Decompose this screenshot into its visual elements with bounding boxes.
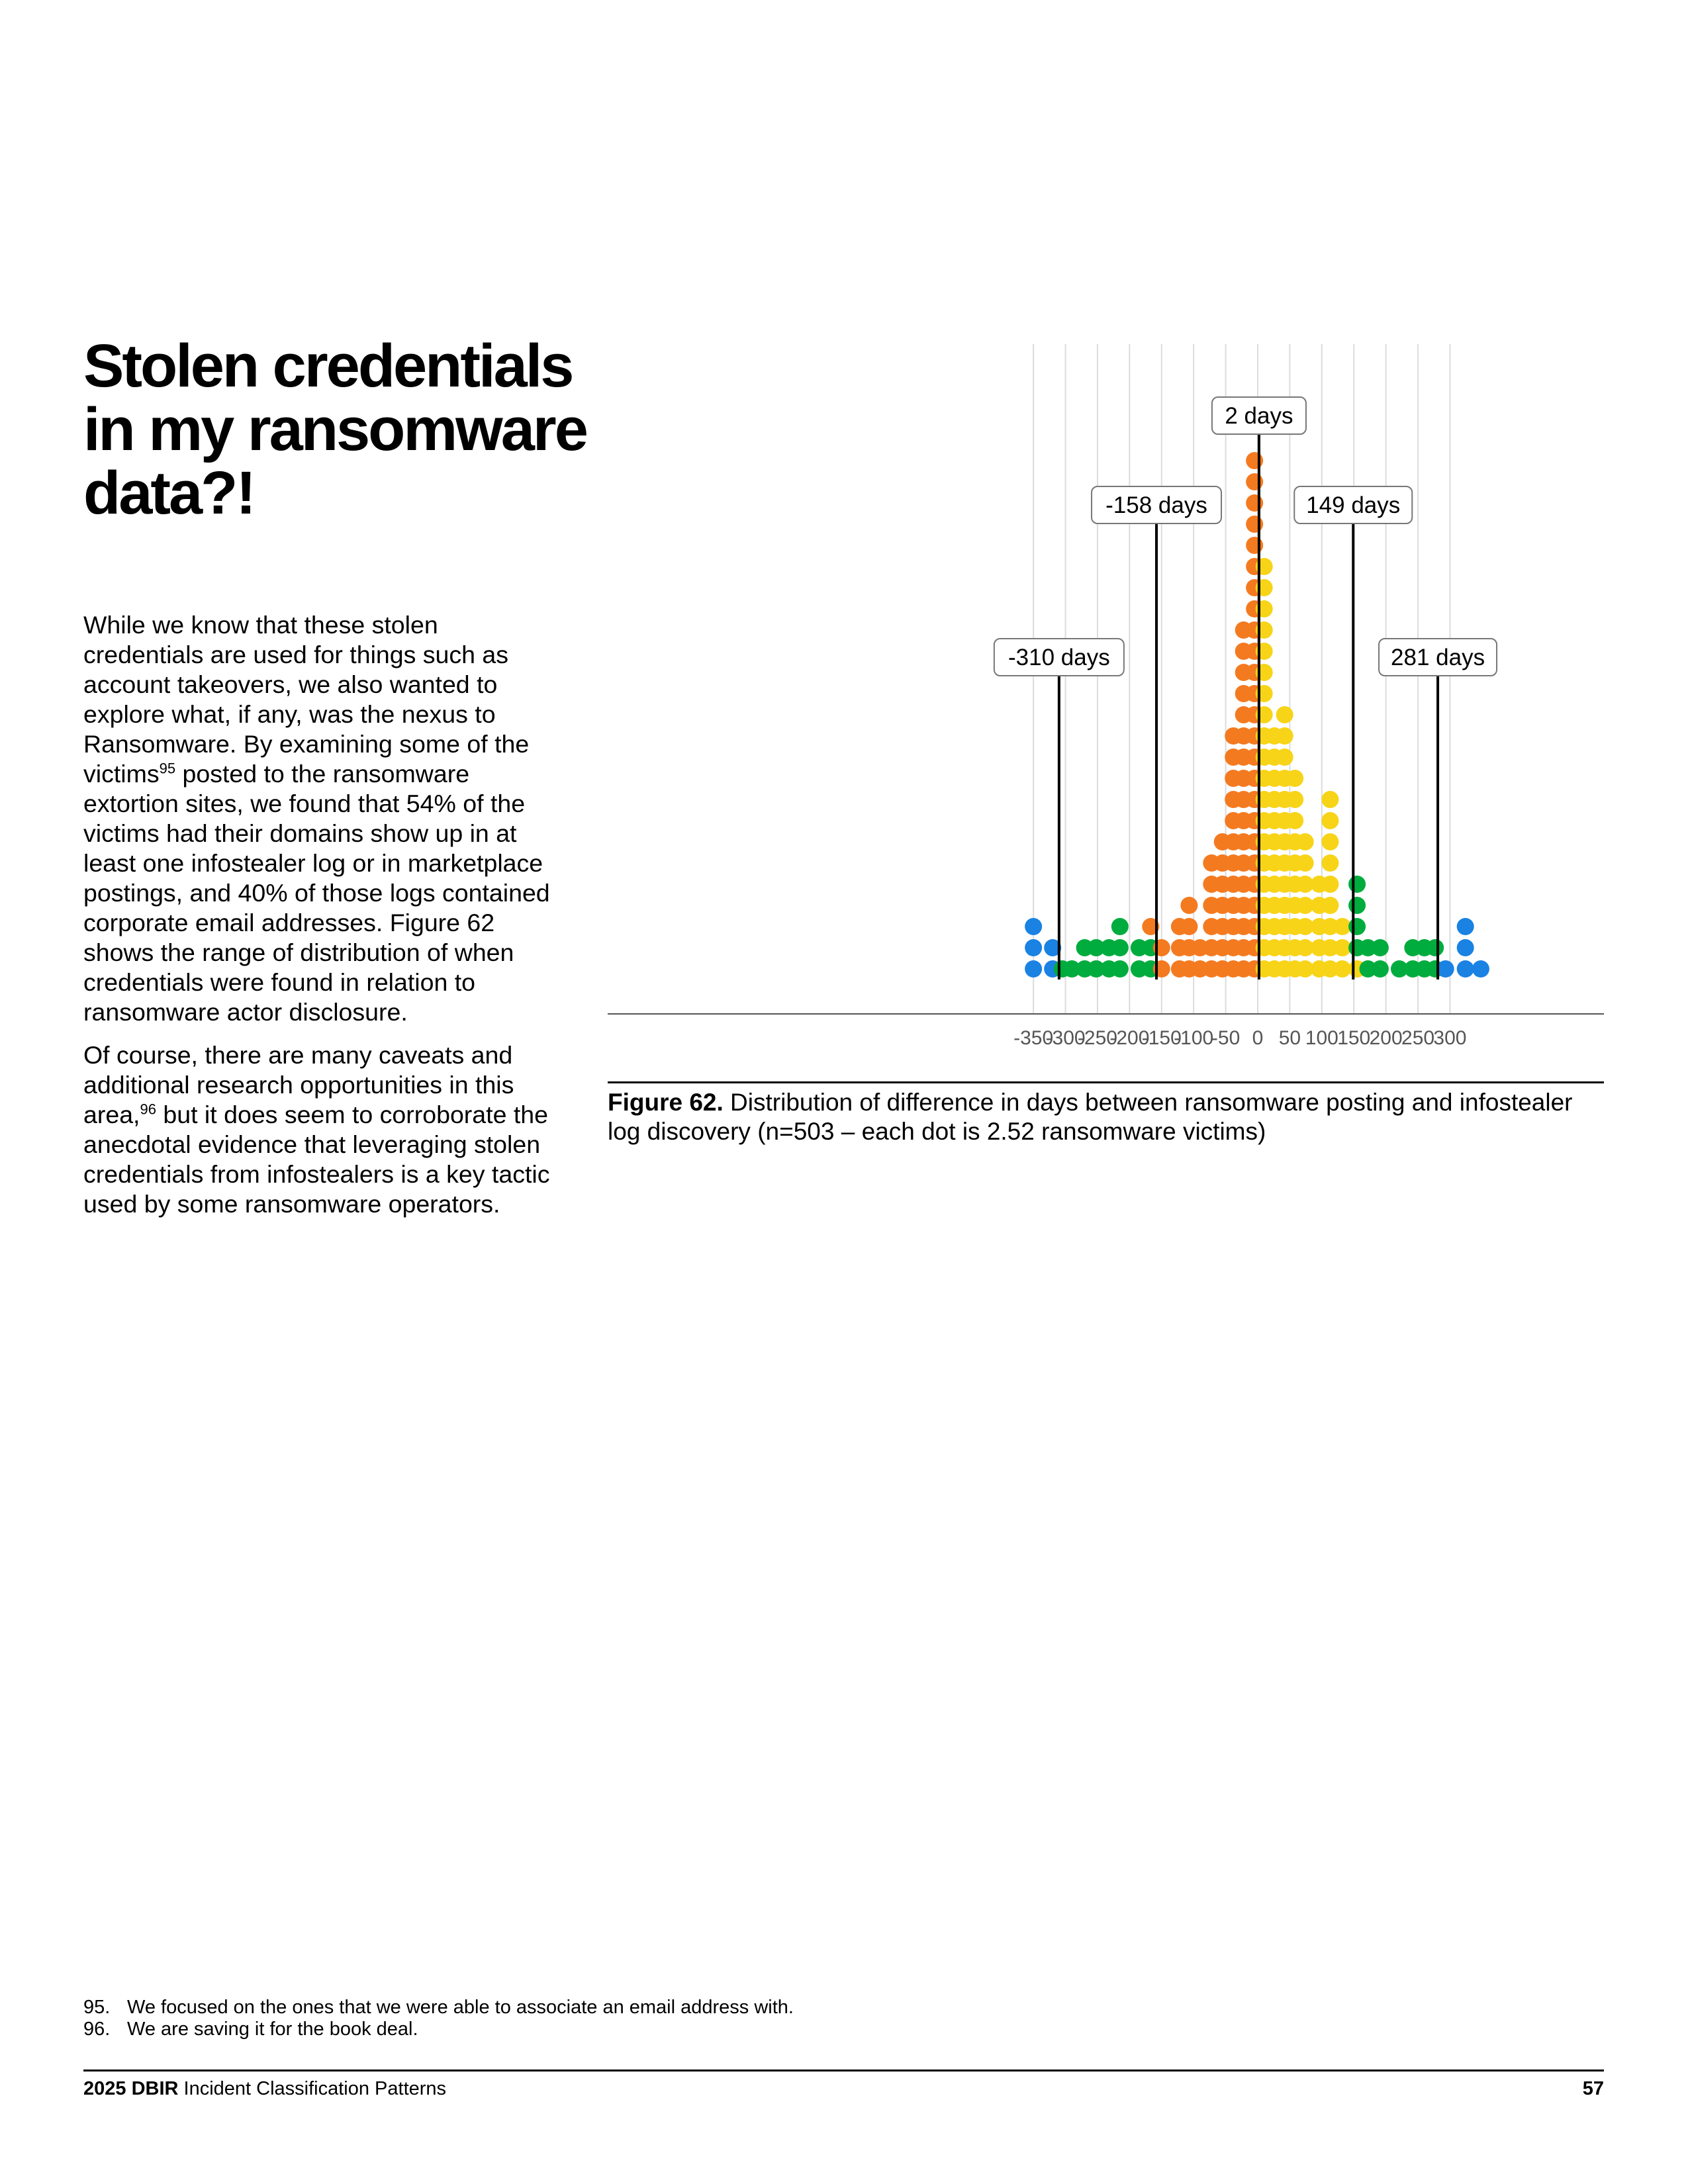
footnote-ref-95[interactable]: 95 bbox=[159, 760, 176, 777]
dot-yellow bbox=[1321, 876, 1338, 893]
footer-rule bbox=[83, 2070, 1604, 2071]
paragraph-1: While we know that these stolen credentials are used for things such as account takeovers, we also wanted to explore what, if any, was the nexus to Ransomware. By examining some of the victims$^{95}$ posted to the ransomware extortion sites, we found that 54% of the victims had their domains show up in at least one infostealer log or in marketplace postings, and 40% of those logs contained corporate email addresses. Figure 62 shows the range of distribution of when credentials were found in relation to ransomware actor disclosure. bbox=[83, 611, 550, 1026]
dot-blue bbox=[1437, 960, 1454, 978]
page-number: 57 bbox=[1582, 2078, 1604, 2099]
x-tick-label: 150 bbox=[1337, 1027, 1371, 1049]
x-tick-label: -300 bbox=[1045, 1027, 1086, 1049]
dot-green bbox=[1372, 939, 1389, 956]
dot-plot-chart bbox=[596, 331, 1622, 1072]
dot-orange bbox=[1246, 494, 1263, 512]
x-tick-label: -200 bbox=[1109, 1027, 1150, 1049]
dot-orange bbox=[1180, 897, 1197, 914]
dot-yellow bbox=[1321, 833, 1338, 850]
dot-yellow bbox=[1321, 854, 1338, 872]
dot-blue bbox=[1457, 960, 1474, 978]
footnotes bbox=[83, 1997, 1143, 2040]
dots bbox=[1025, 452, 1489, 978]
dot-yellow bbox=[1276, 727, 1293, 745]
x-tick-label: -50 bbox=[1211, 1027, 1241, 1049]
dot-yellow bbox=[1321, 812, 1338, 829]
dot-blue bbox=[1025, 960, 1042, 978]
dot-green bbox=[1348, 897, 1366, 914]
dot-orange bbox=[1246, 516, 1263, 533]
dot-green bbox=[1348, 918, 1366, 935]
x-tick-label: 300 bbox=[1433, 1027, 1467, 1049]
x-tick-label: 200 bbox=[1369, 1027, 1403, 1049]
dot-yellow bbox=[1334, 918, 1351, 935]
dot-yellow bbox=[1276, 706, 1293, 723]
dot-green bbox=[1111, 960, 1129, 978]
dot-yellow bbox=[1276, 749, 1293, 766]
paragraph-2: Of course, there are many caveats and additional research opportunities in this area,$^{96}$ but it does seem to corroborate the anecdotal evidence that leveraging stolen credentials from infostealers is a key tactic used by some ransomware operators. bbox=[83, 1041, 550, 1218]
footer-report: 2025 DBIR Incident Classification Patterns bbox=[83, 2078, 447, 2099]
dot-yellow bbox=[1286, 812, 1303, 829]
page-footer bbox=[83, 2078, 1604, 2100]
dot-blue bbox=[1025, 918, 1042, 935]
dot-orange bbox=[1246, 537, 1263, 554]
dot-yellow bbox=[1297, 833, 1314, 850]
dot-green bbox=[1348, 876, 1366, 893]
footnote-95: 95. We focused on the ones that we were able to associate an email address with. bbox=[83, 1997, 794, 2018]
dot-yellow bbox=[1334, 939, 1351, 956]
x-tick-label: -350 bbox=[1013, 1027, 1054, 1049]
dot-yellow bbox=[1334, 960, 1351, 978]
x-tick-label: -100 bbox=[1174, 1027, 1214, 1049]
footnote-ref-96[interactable]: 96 bbox=[140, 1101, 156, 1118]
dot-blue bbox=[1457, 939, 1474, 956]
dot-blue bbox=[1472, 960, 1489, 978]
marker-label: 281 days bbox=[1391, 645, 1485, 670]
marker-label: 2 days bbox=[1225, 403, 1293, 429]
dot-orange bbox=[1246, 473, 1263, 490]
dot-blue bbox=[1457, 918, 1474, 935]
dot-green bbox=[1427, 939, 1444, 956]
dot-orange bbox=[1180, 918, 1197, 935]
dot-green bbox=[1111, 939, 1129, 956]
footnote-96: 96. We are saving it for the book deal. bbox=[83, 2019, 418, 2040]
body-text bbox=[83, 610, 560, 1232]
caption-rule bbox=[608, 1081, 1604, 1083]
dot-green bbox=[1111, 918, 1129, 935]
dot-yellow bbox=[1321, 791, 1338, 808]
x-tick-label: 100 bbox=[1305, 1027, 1338, 1049]
dot-yellow bbox=[1297, 854, 1314, 872]
dot-yellow bbox=[1321, 897, 1338, 914]
figure-caption: Figure 62. Distribution of difference in days between ransomware posting and infostealer log discovery (n=503 – each dot is 2.52 ransomware victims) bbox=[608, 1089, 1573, 1145]
dot-green bbox=[1372, 960, 1389, 978]
dot-yellow bbox=[1286, 791, 1303, 808]
x-tick-label: 0 bbox=[1252, 1027, 1264, 1049]
page-title: Stolen credentials in my ransomware data?! bbox=[83, 332, 586, 527]
dot-orange bbox=[1246, 452, 1263, 469]
marker-label: -310 days bbox=[1008, 645, 1110, 670]
dot-yellow bbox=[1286, 770, 1303, 787]
x-axis-ticks bbox=[1013, 1027, 1466, 1049]
dot-blue bbox=[1025, 939, 1042, 956]
x-tick-label: -150 bbox=[1141, 1027, 1182, 1049]
x-tick-label: -250 bbox=[1077, 1027, 1117, 1049]
x-tick-label: 50 bbox=[1278, 1027, 1301, 1049]
marker-label: 149 days bbox=[1306, 492, 1401, 518]
marker-label: -158 days bbox=[1105, 492, 1207, 518]
x-tick-label: 250 bbox=[1401, 1027, 1435, 1049]
